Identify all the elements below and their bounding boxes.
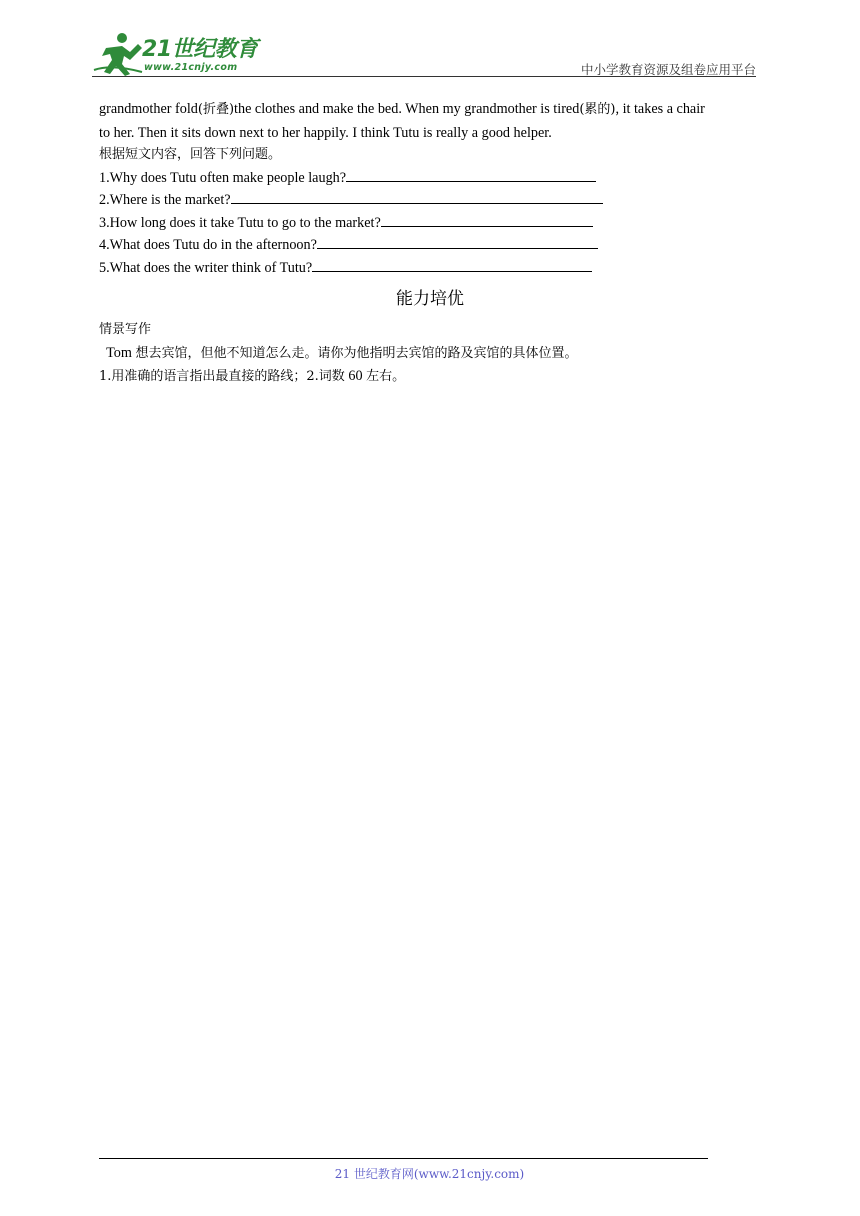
question-text: 1.Why does Tutu often make people laugh?	[99, 169, 347, 186]
section-title: 能力培优	[396, 289, 464, 309]
answer-blank[interactable]	[312, 259, 592, 272]
writing-label: 情景写作	[99, 322, 152, 337]
question-text: 5.What does the writer think of Tutu?	[99, 259, 313, 276]
question-5	[99, 257, 769, 280]
gloss-tired: (累的)	[579, 102, 616, 117]
question-text: 4.What does Tutu do in the afternoon?	[99, 237, 317, 253]
answer-blank[interactable]	[317, 236, 598, 249]
passage-text: , it takes a chair	[615, 101, 705, 117]
writing-prompt	[99, 342, 769, 366]
document-body	[99, 98, 769, 389]
footer-divider	[99, 1158, 708, 1159]
header-divider	[92, 76, 756, 77]
footer-site-name: 21 世纪教育网	[334, 1167, 414, 1181]
question-text: 3.How long does it take Tutu to go to the market?	[99, 214, 381, 231]
writing-requirements	[99, 365, 769, 389]
passage-text: grandmother fold	[99, 101, 198, 117]
word-count: 60	[348, 368, 363, 384]
question-2	[99, 189, 769, 212]
question-text: 2.Where is the market?	[99, 192, 231, 208]
answer-blank[interactable]	[231, 191, 603, 204]
runner-logo-icon	[92, 30, 144, 78]
page-header	[92, 30, 756, 78]
passage-line-2: to her. Then it sits down next to her happily. I think Tutu is really a good helper.	[99, 124, 552, 141]
question-3	[99, 212, 769, 235]
passage-line-1	[99, 98, 769, 122]
header-platform-name: 中小学教育资源及组卷应用平台	[580, 62, 756, 77]
answer-blank[interactable]	[346, 169, 596, 182]
prompt-name: Tom	[106, 344, 132, 361]
logo-url: www.21cnjy.com	[144, 62, 238, 73]
passage-text: the clothes and make the bed. When my grandmother is tired	[234, 101, 580, 117]
requirement-text: 1.用准确的语言指出最直接的路线；2.词数	[99, 369, 345, 384]
logo-text: 21世纪教育	[142, 37, 258, 62]
question-1	[99, 167, 769, 190]
logo	[92, 30, 262, 78]
instruction: 根据短文内容，回答下列问题。	[99, 147, 282, 162]
requirement-text: 左右。	[366, 369, 406, 384]
answer-blank[interactable]	[381, 214, 593, 227]
gloss-fold: (折叠)	[197, 102, 235, 117]
question-4	[99, 234, 769, 257]
page-footer	[99, 1165, 760, 1182]
prompt-text: 想去宾馆，但他不知道怎么走。请你为他指明去宾馆的路及宾馆的具体位置。	[135, 345, 578, 361]
footer-url: (www.21cnjy.com)	[413, 1167, 525, 1181]
